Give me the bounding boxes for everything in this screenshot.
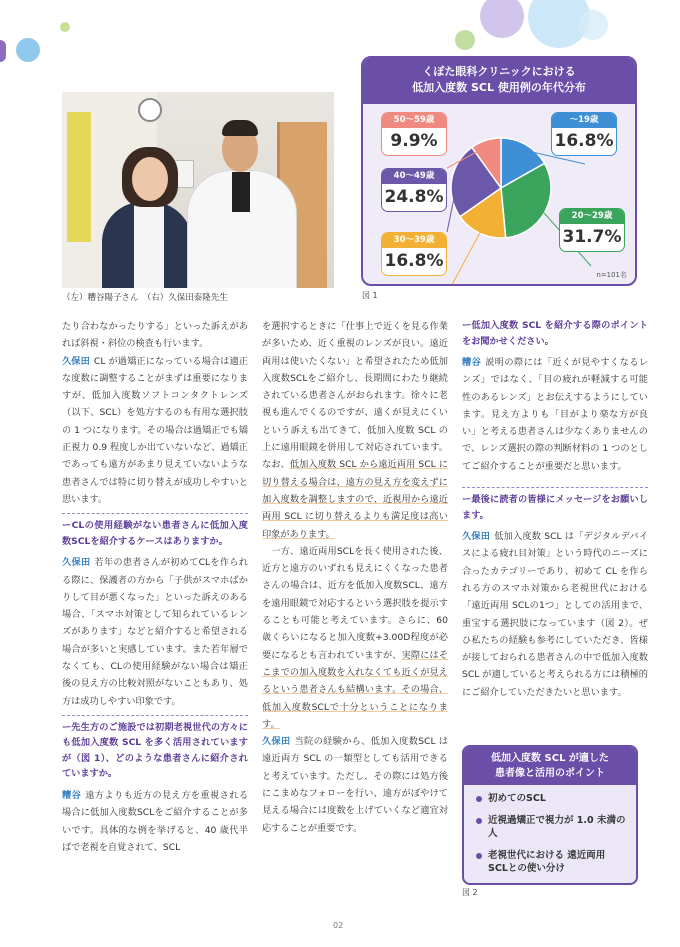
question-heading: ーCLの使用経験がない患者さんに低加入度数SCLを紹介するケースはありますか。 [62, 513, 248, 549]
label-age-50-59-value: 9.9% [390, 131, 438, 151]
paragraph: たり合わなかったりする」といった訴えがあれば斜視・斜位の検査も行います。 [62, 321, 248, 350]
chart-title [363, 58, 635, 104]
bullet-icon [476, 818, 482, 824]
list-item-text: 近視過矯正で視力が 1.0 未満の人 [488, 814, 626, 839]
patient-profile-title [464, 747, 636, 785]
age-distribution-chart [361, 56, 637, 286]
speaker-name: 久保田 [62, 355, 90, 367]
chart-title-line1: くぼた眼科クリニックにおける [422, 65, 576, 78]
paragraph-text: を選択するときに「仕事上で近くを見る作業が多いため、近く重視のレンズが良い。遠近両用は使いたくない」と希望されたため低加入度数SCLをご紹介し、長期間にわたり継続されている患者さんがおられます。徐々に老視も進んでくるのですが、遠くが見えにくいという訴えも出てきて、低加入度数 SCL の上に遠用眼鏡を併用して対応されています。なお、 [262, 321, 448, 471]
list-item-text: 初めてのSCL [488, 793, 546, 804]
label-age-30-39 [381, 232, 447, 276]
leader-line [447, 228, 483, 286]
paragraph-text: 当院の経験から、低加入度数SCL は遠近両方 SCL の一類型としても活用できると考えています。ただし、その際には処方後にこまめなフォローを行い、遠方がぼやけて見える場合には度数を上げていくなど適宜対応することが重要です。 [262, 736, 448, 834]
speaker-name: 糟谷 [462, 357, 482, 368]
paragraph [262, 318, 448, 543]
paragraph [262, 733, 448, 837]
bullet-icon [476, 853, 482, 859]
label-age-20-29-category: 20～29歳 [560, 209, 624, 224]
patient-profile-title-line1: 低加入度数 SCL が適した [491, 753, 609, 764]
paragraph [462, 528, 648, 701]
decor-bubble [16, 38, 40, 62]
decor-bubble [455, 30, 475, 50]
patient-profile-list [464, 785, 636, 876]
decor-bubble [0, 40, 6, 62]
text-column-3 [462, 318, 648, 701]
paragraph [262, 543, 448, 733]
speaker-name: 糟谷 [62, 789, 82, 801]
sample-size-label: n=101名 [596, 271, 627, 279]
label-age-19-category: ～19歳 [552, 113, 616, 128]
paragraph [62, 554, 248, 710]
label-age-19-value: 16.8% [554, 131, 614, 151]
patient-profile-box [462, 745, 638, 885]
photo-caption: （左）糟谷陽子さん （右）久保田泰隆先生 [62, 293, 228, 303]
speaker-name: 久保田 [62, 557, 91, 569]
label-age-50-59-category: 50～59歳 [382, 113, 446, 128]
interview-photo [62, 92, 334, 288]
list-item-text: 老視世代における 遠近両用 SCLとの使い分け [488, 849, 606, 874]
paragraph [462, 354, 648, 475]
paragraph-text: 遠方よりも近方の見え方を重視される場合に低加入度数SCLをご紹介することが多いです。具体的な例を挙げると、40 歳代半ばで老視を自覚されて、SCL [62, 789, 249, 853]
decor-bubble [480, 0, 524, 38]
bullet-icon [476, 796, 482, 802]
label-age-40-49-value: 24.8% [384, 187, 444, 207]
label-age-40-49 [381, 168, 447, 212]
question-heading: ー先生方のご施設では初期老視世代の方々にも低加入度数 SCL を多く活用されていますが（図 1）、どのような患者さんに紹介されていますか。 [62, 715, 248, 782]
figure-1-label: 図 1 [362, 291, 378, 300]
paragraph [62, 787, 248, 856]
page-number: 02 [333, 921, 344, 930]
label-age-20-29-value: 31.7% [562, 227, 622, 247]
paragraph-text: 低加入度数 SCL は「デジタルデバイスによる疲れ目対策」という時代のニーズに合ったカテゴリーであり、初めて CL を作られる方のスマホ対策から老視世代における「遠近両用 SCLの1つ」としての活用まで、重宝する選択肢になっています（図 2）。ぜひ私たちの経験も参考にしていただき、皆様が接しておられる患者さんの中で低加入度数 SCL が適していると考えられる方には積極的にご紹介していただきたいと思います。 [462, 531, 649, 698]
list-item [476, 792, 626, 806]
speaker-name: 久保田 [462, 531, 491, 543]
patient-profile-title-line2: 患者像と活用のポイント [495, 768, 605, 779]
chart-title-line2: 低加入度数 SCL 使用例の年代分布 [412, 81, 586, 94]
question-heading: ー最後に読者の皆様にメッセージをお願いします。 [462, 487, 648, 523]
list-item [476, 814, 626, 841]
list-item [476, 849, 626, 876]
label-age-19 [551, 112, 617, 156]
question-heading: ー低加入度数 SCL を紹介する際のポイントをお聞かせください。 [462, 320, 648, 347]
label-age-50-59 [381, 112, 447, 156]
paragraph-text: CL が過矯正になっている場合は適正な度数に調整することがまずは重要になりますが、低加入度数ソフトコンタクトレンズ（以下、SCL）を処方するのも有用な選択肢の 1 つになります。その場合は過矯正でも矯正視力 0.9 程度しか出ていないなど、過矯正であっても遠方があまり見えていないような患者さんでは特に切り替えが成功しやすいと思います。 [62, 355, 248, 505]
figure-2-label: 図 2 [462, 888, 478, 897]
label-age-30-39-category: 30～39歳 [382, 233, 446, 248]
paragraph-emphasis: 実際にはそこまでの加入度数を入れなくても近くが見えるという患者さんも結構います。その場合、低加入度数SCLで十分ということになります。 [262, 649, 449, 730]
label-age-40-49-category: 40～49歳 [382, 169, 446, 184]
decor-bubble [60, 22, 70, 32]
text-column-2 [262, 318, 448, 837]
label-age-20-29 [559, 208, 625, 252]
paragraph-emphasis: 低加入度数 SCL から遠近両用 SCL に切り替える場合は、遠方の見え方を変えずに加入度数を調整しますので、近視用から遠近両用 SCL に切り替えるよりも満足度は高い印象があります。 [262, 459, 448, 540]
decor-bubble [578, 10, 608, 40]
text-column-1 [62, 318, 248, 856]
speaker-name: 久保田 [262, 736, 291, 748]
paragraph-text: 説明の際には「近くが見やすくなるレンズ」ではなく、「目の疲れが軽減する可能性のあるレンズ」とお伝えするようにしています。見え方よりも「目がより楽な方が良い」と考える患者さんは少なくありませんので、レンズ選択の際の判断材料の 1 つのとしてご紹介することが重要だと思います。 [462, 357, 649, 472]
label-age-30-39-value: 16.8% [384, 251, 444, 271]
paragraph-text: 一方、遠近両用SCLを長く使用された後、近方と遠方のいずれも見えにくくなった患者さんの場合は、近方を低加入度数SCL、遠方を遠用眼鏡で対応するという選択肢を提示することも可能と考えています。さらに、60 歳くらいになると加入度数+3.00D程度が必要になるとも言われていますが、 [262, 545, 448, 661]
paragraph [62, 353, 248, 509]
paragraph-text: 若年の患者さんが初めてCLを作られる際に、保護者の方から「子供がスマホばかりして目が悪くなった」といった訴えのある場合、「スマホ対策として知られているレンズがあります」などと紹介すると希望される場合が多いと実感しています。また若年層でなくても、CLの使用経験がない場合は矯正後の見え方の比較対照がないこともあり、処方は成功しやすい印象です。 [62, 557, 248, 707]
